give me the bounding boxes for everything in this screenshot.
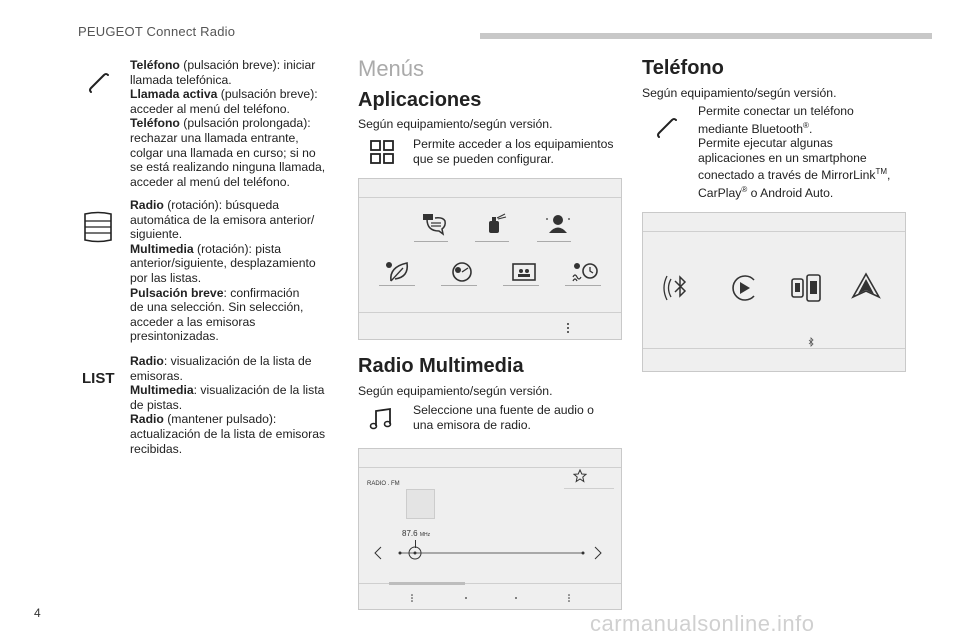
text-line: Teléfono (pulsación breve): iniciar — [130, 58, 316, 72]
text-line: presintonizadas. — [130, 329, 219, 344]
text-line: siguiente. — [130, 227, 183, 242]
text-line: Permite ejecutar algunas — [698, 136, 833, 151]
text-line: acceder a las emisoras — [130, 314, 256, 329]
text-line: aplicaciones en un smartphone — [698, 150, 867, 165]
text-line: una emisora de radio. — [413, 417, 531, 432]
carplay-icon[interactable] — [727, 271, 761, 305]
messages-app-icon[interactable] — [419, 211, 449, 237]
text-line: Permite acceder a los equipamientos — [413, 137, 614, 151]
text-line: Radio (mantener pulsado): — [130, 412, 277, 427]
radio-version-note: Según equipamiento/según versión. — [358, 384, 553, 398]
text-line: Teléfono (pulsación prolongada): — [130, 116, 311, 131]
text-line: de una selección. Sin selección, — [130, 300, 304, 315]
text-line: por las listas. — [130, 270, 202, 285]
radio-band-label: RADIO . FM — [367, 481, 400, 487]
rotary-knob-icon — [82, 210, 114, 244]
text-line: Pulsación breve: confirmación — [130, 285, 300, 300]
text-line: Seleccione una fuente de audio o — [413, 403, 594, 417]
header-divider-bar — [480, 33, 932, 39]
text-line: recibidas. — [130, 441, 183, 456]
mirrorlink-icon[interactable] — [789, 271, 823, 305]
driving-functions-app-icon[interactable] — [447, 259, 477, 285]
radio-multimedia-heading: Radio Multimedia — [358, 355, 524, 377]
station-artwork-placeholder — [406, 489, 435, 519]
frequency-readout — [402, 529, 430, 538]
active-tab-indicator — [389, 582, 465, 585]
telefono-heading: Teléfono — [642, 57, 724, 79]
applications-description — [413, 137, 614, 166]
text-line: que se pueden configurar. — [413, 151, 554, 166]
text-line: conectado a través de MirrorLink™, — [698, 167, 891, 183]
text-line: Multimedia (rotación): pista — [130, 241, 282, 256]
text-line: mediante Bluetooth®. — [698, 120, 813, 136]
bluetooth-status-icon — [807, 337, 815, 347]
applications-screen — [358, 178, 622, 340]
next-station-arrow-icon[interactable] — [593, 545, 603, 561]
applications-version-note: Según equipamiento/según versión. — [358, 117, 553, 131]
list-button-label: LIST — [82, 370, 115, 387]
text-line: anterior/siguiente, desplazamiento — [130, 256, 316, 271]
frequency-unit: MHz — [419, 532, 431, 538]
text-line: acceder al menú del teléfono. — [130, 174, 290, 189]
air-freshener-app-icon[interactable] — [481, 211, 511, 237]
radio-screen — [358, 448, 622, 610]
text-line: de pistas. — [130, 397, 183, 412]
text-line: se está realizando ninguna llamada, — [130, 160, 326, 175]
text-line: llamada telefónica. — [130, 72, 232, 87]
text-line: acceder al menú del teléfono. — [130, 101, 290, 116]
text-line: rechazar una llamada entrante, — [130, 130, 299, 145]
watermark: carmanualsonline.info — [590, 611, 815, 636]
applications-grid-icon — [369, 139, 395, 165]
eco-app-icon[interactable] — [383, 259, 413, 285]
list-button-description — [130, 354, 325, 456]
telefono-version-note: Según equipamiento/según versión. — [642, 86, 837, 100]
text-line: Multimedia: visualización de la lista — [130, 383, 325, 398]
phone-menu-icon — [654, 115, 680, 141]
radio-bottom-bar-icons[interactable] — [409, 593, 579, 603]
frequency-slider[interactable] — [397, 545, 587, 561]
menus-heading: Menús — [358, 56, 425, 81]
music-note-icon — [368, 406, 394, 432]
more-options-icon[interactable] — [565, 322, 571, 334]
radio-description — [413, 403, 594, 432]
text-line: Llamada activa (pulsación breve): — [130, 87, 318, 102]
settings-panel-app-icon[interactable] — [509, 259, 539, 285]
text-line: Radio (rotación): búsqueda — [130, 198, 280, 212]
android-auto-icon[interactable] — [849, 269, 883, 303]
text-line: emisoras. — [130, 368, 183, 383]
rotary-knob-description — [130, 198, 316, 344]
text-line: actualización de la lista de emisoras — [130, 426, 326, 441]
favorite-star-icon[interactable] — [573, 469, 587, 483]
text-line: colgar una llamada en curso; si no — [130, 145, 316, 160]
page-number: 4 — [34, 606, 41, 620]
text-line: Radio: visualización de la lista de — [130, 354, 312, 368]
profile-app-icon[interactable] — [543, 211, 573, 237]
text-line: automática de la emisora anterior/ — [130, 212, 315, 227]
ventilation-timer-app-icon[interactable] — [569, 259, 601, 285]
phone-icon — [86, 70, 112, 96]
frequency-value: 87.6 — [402, 529, 418, 538]
telefono-description — [698, 104, 890, 201]
text-line: Permite conectar un teléfono — [698, 104, 854, 118]
applications-heading: Aplicaciones — [358, 89, 482, 111]
phone-screen — [642, 212, 906, 372]
phone-button-description — [130, 58, 325, 189]
page-header-title: PEUGEOT Connect Radio — [78, 24, 236, 39]
previous-station-arrow-icon[interactable] — [373, 545, 383, 561]
text-line: CarPlay® o Android Auto. — [698, 185, 834, 201]
bluetooth-icon[interactable] — [663, 271, 697, 305]
